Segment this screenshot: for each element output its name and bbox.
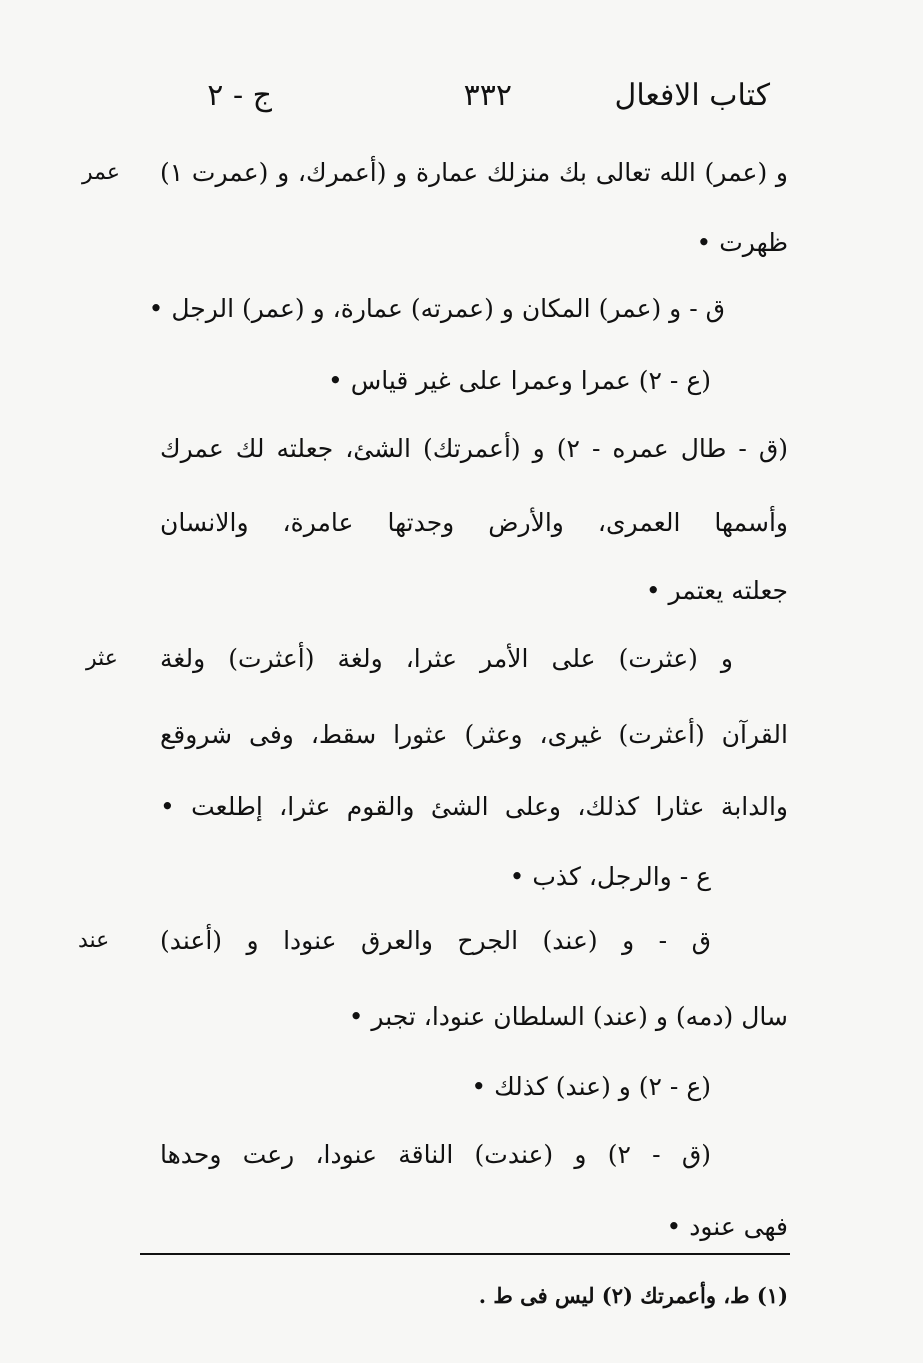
text-line: ق - و (عند) الجرح والعرق عنودا و (أعند) (160, 926, 711, 955)
text-line: و (عمر) الله تعالى بك منزلك عمارة و (أعمرك، و (عمرت ١) (160, 158, 788, 187)
text-line: (ع - ٢) عمرا وعمرا على غير قياس • (328, 366, 711, 395)
text-line: وأسمها العمرى، والأرض وجدتها عامرة، والانسان (160, 508, 788, 537)
text-line: القرآن (أعثرت) غيرى، وعثر) عثورا سقط، وفى شروقع (160, 720, 788, 749)
text-line: والدابة عثارا كذلك، وعلى الشئ والقوم عثرا، إطلعت • (160, 792, 788, 821)
text-line: فهى عنود • (666, 1212, 788, 1241)
text-line: ظهرت • (696, 228, 788, 257)
footnote: (١) ط، وأعمرتك (٢) ليس فى ط . (478, 1283, 788, 1308)
text-line: ع - والرجل، كذب • (509, 862, 711, 891)
text-line: و (عثرت) على الأمر عثرا، ولغة (أعثرت) ولغة (160, 644, 733, 673)
book-title: كتاب الافعال (614, 78, 770, 113)
page-number: ٣٣٢ (463, 78, 512, 113)
root-word-omar: عمر (82, 160, 120, 185)
text-line: (ق - طال عمره - ٢) و (أعمرتك) الشئ، جعلته لك عمرك (160, 434, 788, 463)
text-line: (ع - ٢) و (عند) كذلك • (471, 1072, 711, 1101)
volume-label: ج - ٢ (207, 78, 272, 113)
text-line: ق - و (عمر) المكان و (عمرته) عمارة، و (عمر) الرجل • (148, 294, 725, 323)
text-line: (ق - ٢) و (عندت) الناقة عنودا، رعت وحدها (160, 1140, 711, 1169)
text-line: جعلته يعتمر • (645, 576, 788, 605)
page-header (190, 78, 770, 128)
root-word-anad: عند (78, 928, 110, 953)
text-line: سال (دمه) و (عند) السلطان عنودا، تجبر • (348, 1002, 788, 1031)
footnote-divider (140, 1253, 790, 1255)
root-word-athar: عثر (86, 646, 118, 671)
